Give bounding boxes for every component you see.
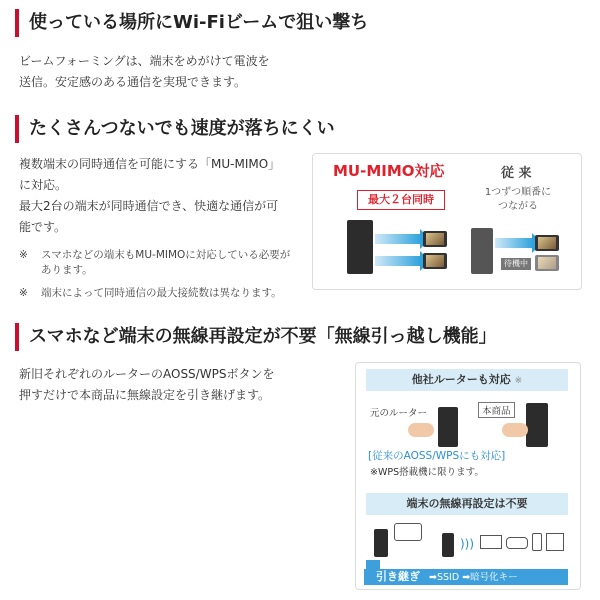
transfer-item-ssid: ➡SSID — [429, 572, 460, 583]
router-icon — [526, 403, 548, 447]
body-line: 複数端末の同時通信を可能にする「MU-MIMO」 — [19, 157, 281, 171]
compat-note: [従来のAOSS/WPSにも対応] — [368, 450, 506, 462]
smartphone-icon — [535, 235, 559, 251]
mimo-badge: 最大２台同時 — [357, 190, 445, 210]
section-body-beamforming — [19, 51, 270, 93]
transfer-main: 引き継ぎ — [376, 570, 420, 583]
note-text: スマホなどの端末もMU-MIMOに対応している必要が — [41, 249, 291, 261]
transfer-item-key: ➡暗号化キー — [462, 572, 518, 583]
note-mark: ※ — [19, 249, 28, 261]
wireless-transfer-figure — [355, 362, 581, 590]
tablet-icon — [546, 533, 564, 551]
hand-icon — [502, 423, 528, 437]
mimo-title: MU-MIMO対応 — [333, 162, 445, 180]
body-line: 送信。安定感のある通信を実現できます。 — [19, 75, 247, 89]
body-line: ビームフォーミングは、端末をめがけて電波を — [19, 54, 270, 68]
body-line: 押すだけで本商品に無線設定を引き継げます。 — [19, 388, 271, 402]
smartphone-icon — [423, 231, 447, 247]
note-mark: ※ — [19, 287, 28, 299]
no-reconfig-band: 端末の無線再設定は不要 — [366, 493, 568, 515]
mu-mimo-figure — [312, 153, 582, 290]
conventional-desc-line: つながる — [498, 201, 538, 212]
truck-icon — [394, 523, 422, 541]
smartphone-icon — [532, 533, 542, 551]
arrow-icon — [375, 234, 421, 244]
router-icon — [471, 228, 493, 274]
section-title-wireless-transfer: スマホなど端末の無線再設定が不要「無線引っ越し機能」 — [15, 323, 497, 351]
smartphone-icon — [535, 255, 559, 271]
body-line: 最大2台の端末が同時通信でき、快適な通信が可 — [19, 199, 279, 213]
note-max-connections — [19, 286, 282, 301]
router-icon — [438, 407, 458, 447]
note-mu-mimo-device — [19, 248, 290, 278]
router-icon — [374, 529, 388, 557]
old-router-label: 元のルーター — [370, 408, 428, 419]
body-line: 新旧それぞれのルーターのAOSS/WPSボタンを — [19, 367, 275, 381]
section-title-mu-mimo: たくさんつないでも速度が落ちにくい — [15, 115, 335, 143]
wait-label: 待機中 — [501, 258, 531, 270]
arrow-icon — [495, 238, 533, 248]
body-line: 能です。 — [19, 220, 67, 234]
smartphone-icon — [423, 253, 447, 269]
conventional-desc — [473, 186, 563, 214]
wifi-icon: ))) — [460, 537, 475, 551]
band-text: 他社ルーターも対応 — [411, 373, 511, 386]
wps-note: ※WPS搭載機に限ります。 — [370, 467, 484, 478]
laptop-icon — [480, 535, 502, 549]
conventional-title: 従 来 — [501, 166, 532, 181]
hand-icon — [408, 423, 434, 437]
section-title-beamforming: 使っている場所にWi-Fiビームで狙い撃ち — [15, 9, 368, 37]
section-body-wireless-transfer — [19, 364, 274, 406]
body-line: に対応。 — [19, 178, 68, 192]
game-console-icon — [506, 537, 528, 549]
transfer-bar — [364, 569, 568, 585]
arrow-icon — [375, 256, 421, 266]
note-text: あります。 — [41, 264, 93, 276]
router-icon — [442, 533, 454, 557]
note-text: 端末によって同時通信の最大接続数は異なります。 — [41, 287, 282, 299]
other-router-band — [366, 369, 568, 391]
router-icon — [347, 220, 373, 274]
section-body-mu-mimo — [19, 154, 280, 238]
new-router-label: 本商品 — [478, 402, 515, 418]
conventional-desc-line: 1つずつ順番に — [484, 187, 552, 198]
band-note-mark: ※ — [514, 376, 523, 386]
